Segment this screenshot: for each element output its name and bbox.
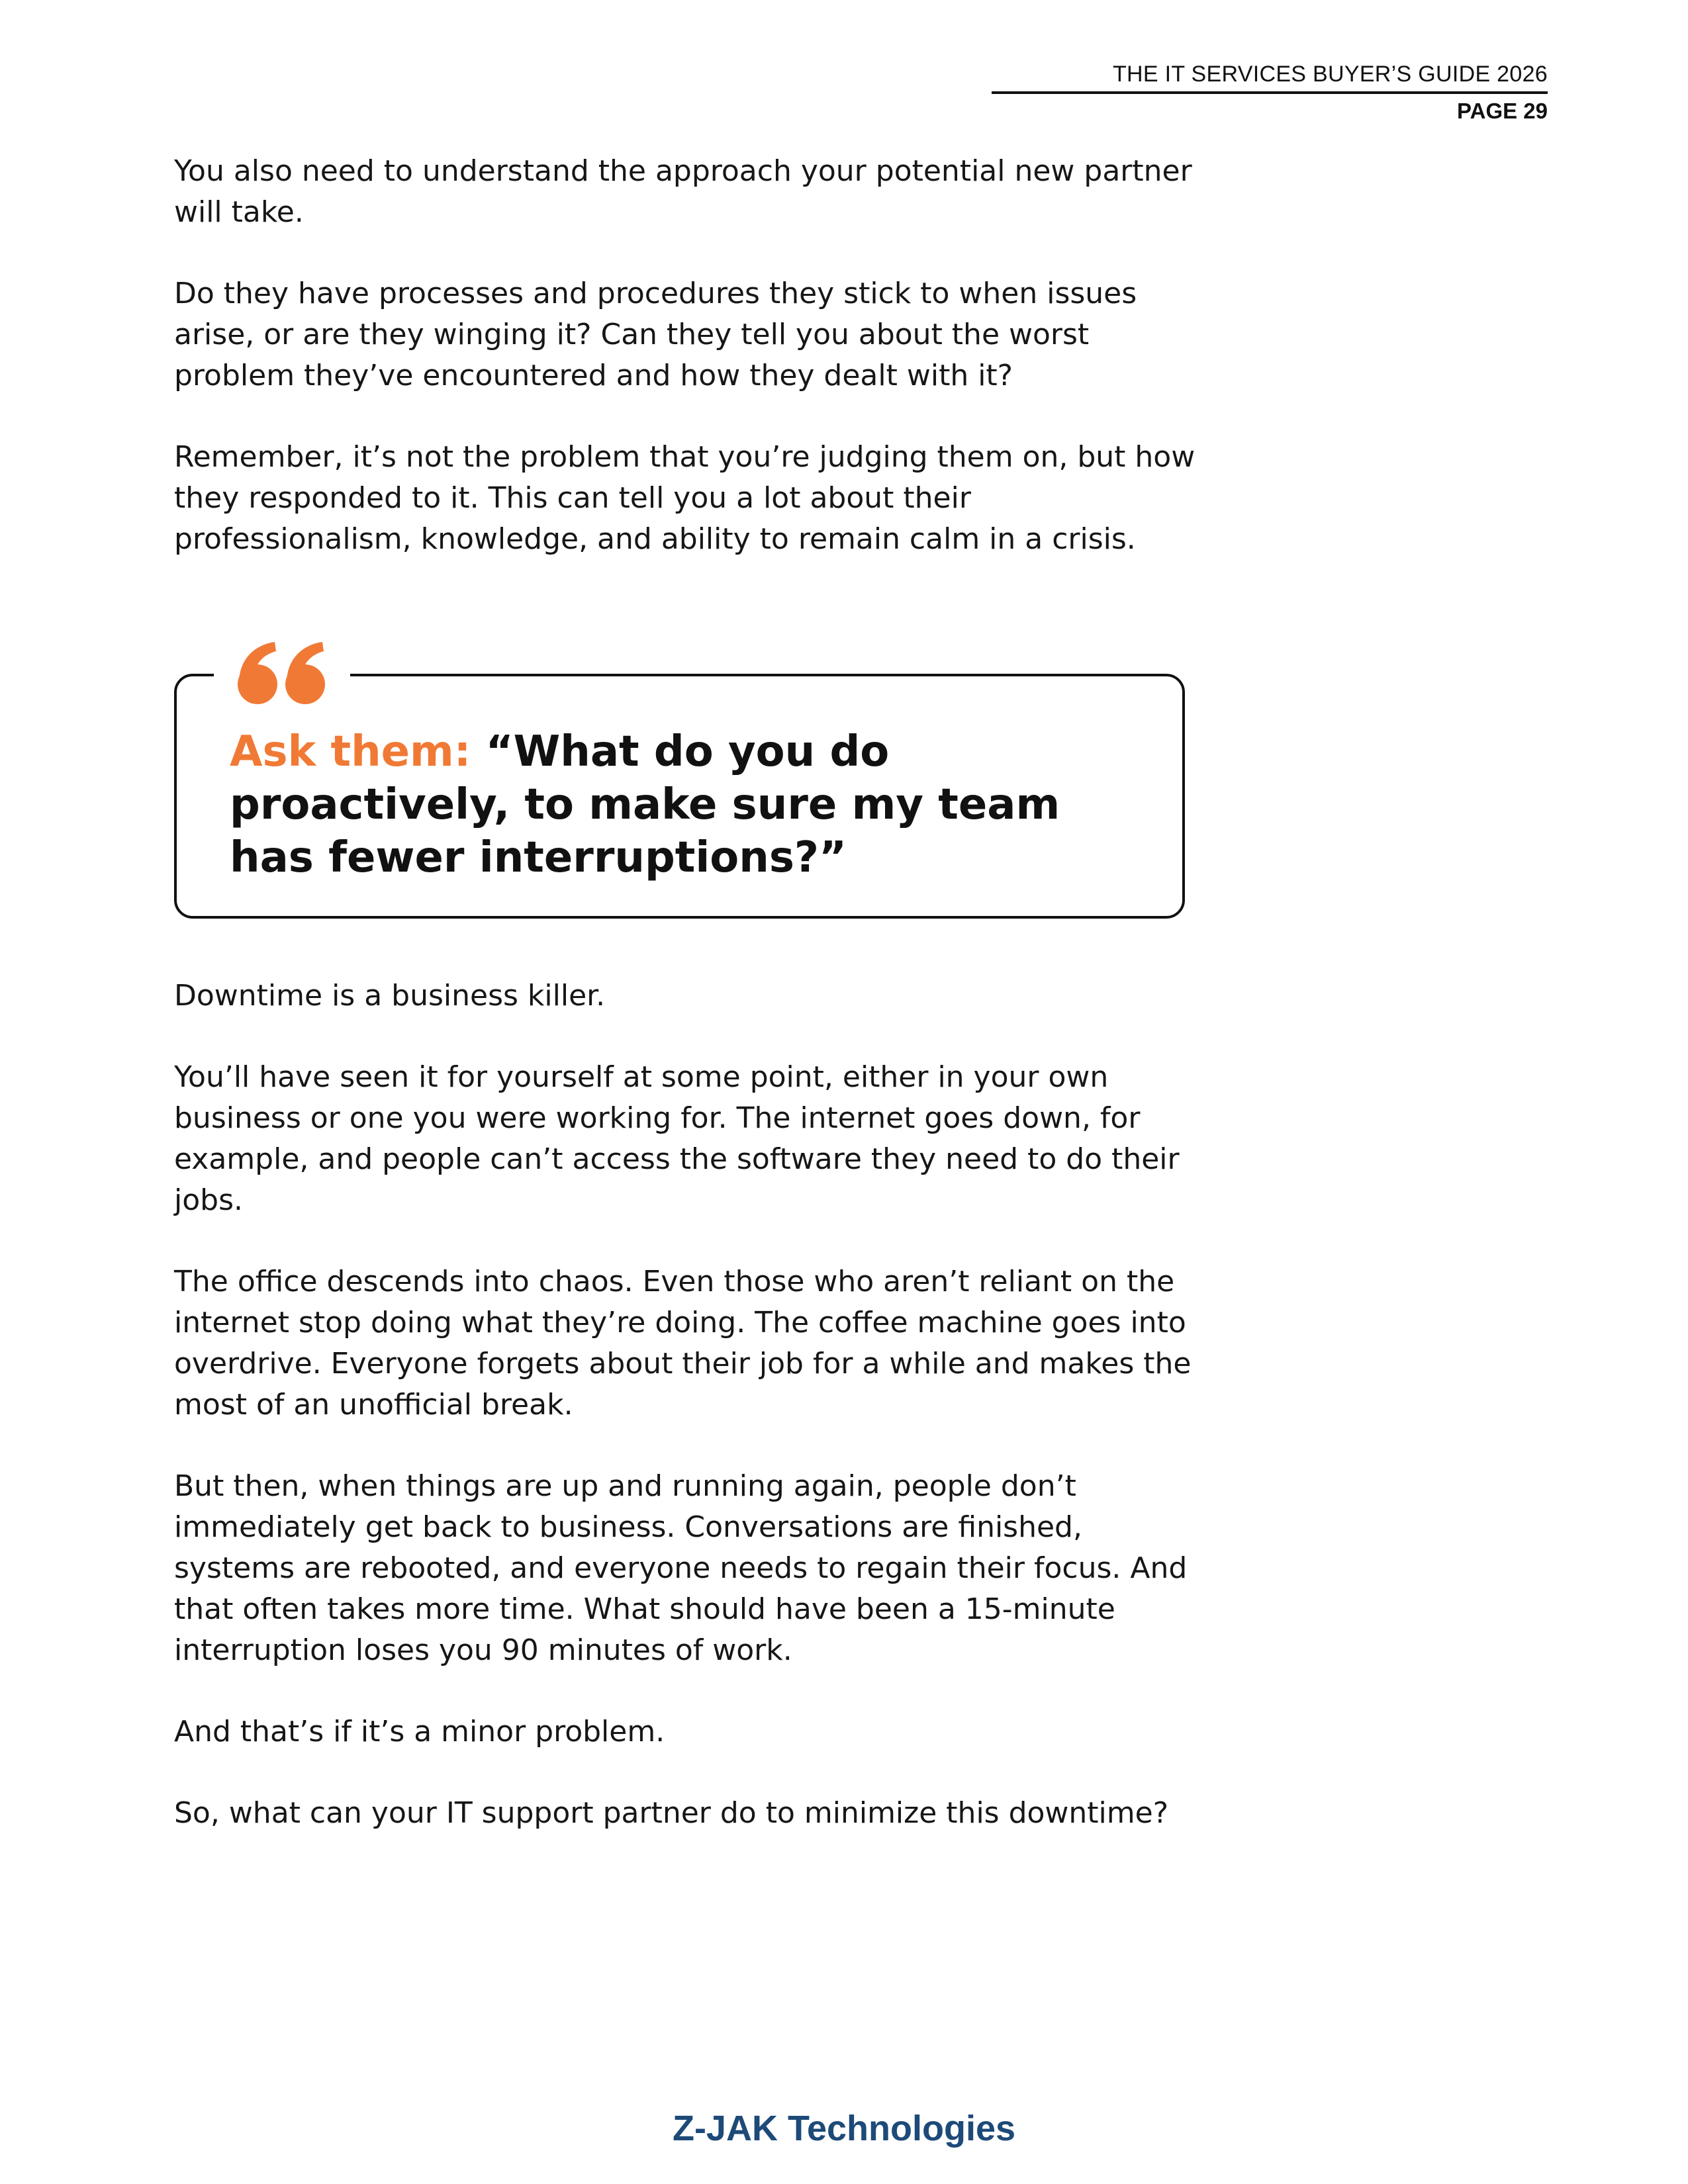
paragraph-chaos: The office descends into chaos. Even those who aren’t reliant on the internet stop doing what they’re doing. The coffee machine goes into overdrive. Everyone forgets about their job for a while and makes the most of an unofficial break. xyxy=(174,1265,1192,1422)
paragraph-seen-it: You’ll have seen it for yourself at some point, either in your own business or one you were working for. The internet goes down, for example, and people can’t access the software they need to do their jobs. xyxy=(174,1060,1180,1217)
paragraph-running-again: But then, when things are up and running again, people don’t immediately get back to business. Conversations are finished, systems are rebooted, and everyone needs to regain their focus. And that often takes more time. What should have been a 15-minute interruption loses you 90 minutes of work. xyxy=(174,1469,1188,1667)
paragraph-approach: You also need to understand the approach your potential new partner will take. xyxy=(174,154,1192,229)
paragraph-minor-problem: And that’s if it’s a minor problem. xyxy=(174,1715,665,1749)
callout-box xyxy=(174,639,1189,917)
quote-marks-icon xyxy=(232,639,332,705)
callout-lead: Ask them: xyxy=(230,727,471,776)
paragraph-downtime: Downtime is a business killer. xyxy=(174,979,606,1013)
footer-company-name: Z-JAK Technologies xyxy=(672,2109,1016,2148)
main-content xyxy=(174,151,1207,1874)
page-header xyxy=(992,61,1548,124)
paragraph-remember: Remember, it’s not the problem that you’re judging them on, but how they responded to it. This can tell you a lot about their professionalism, knowledge, and ability to remain calm in a crisis. xyxy=(174,440,1196,556)
callout-question xyxy=(230,725,1130,884)
paragraph-minimize: So, what can your IT support partner do to minimize this downtime? xyxy=(174,1796,1169,1830)
callout-question-text: “What do you do proactively, to make sure my team has fewer interruptions?” xyxy=(230,727,1060,882)
paragraph-processes: Do they have processes and procedures they stick to when issues arise, or are they winging it? Can they tell you about the worst problem they’ve encountered and how they dealt with it? xyxy=(174,277,1137,392)
document-title: THE IT SERVICES BUYER’S GUIDE 2026 xyxy=(992,61,1548,94)
page-number: PAGE 29 xyxy=(1457,99,1548,123)
